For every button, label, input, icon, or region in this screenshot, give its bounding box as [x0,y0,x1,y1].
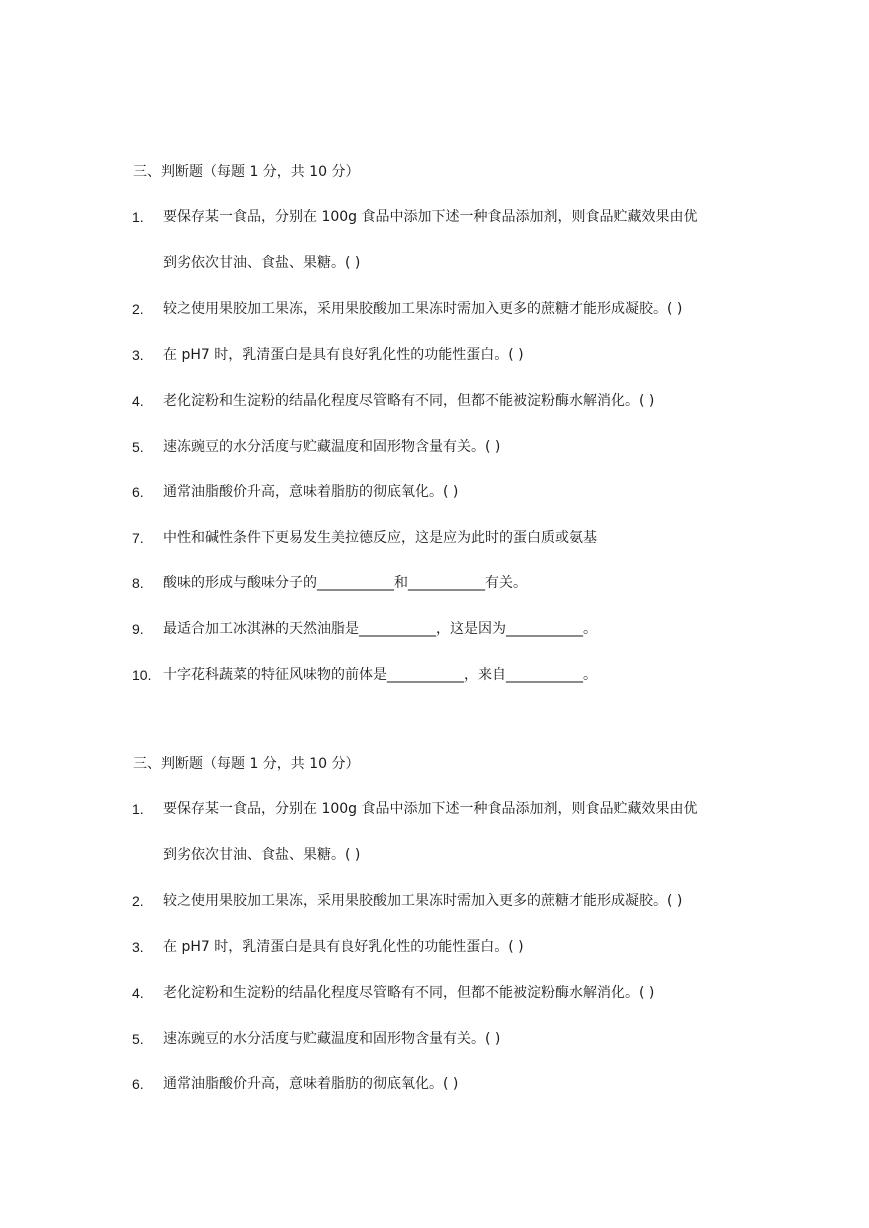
question-number: 5. [132,439,144,455]
question-item-7 [0,526,869,550]
question-number: 8. [132,575,144,591]
question-number: 10. [132,667,152,683]
question-item-1 [0,205,869,271]
question-text-continued: 到劣依次甘油、食盐、果糖。( ) [163,847,361,863]
question-number: 4. [132,985,144,1001]
question-item-10 [0,663,869,687]
question-number: 6. [132,484,144,500]
question-text: 速冻豌豆的水分活度与贮藏温度和固形物含量有关。( ) [163,1031,501,1047]
question-number: 2. [132,301,144,317]
question-item-6 [0,480,869,504]
question-text: 老化淀粉和生淀粉的结晶化程度尽管略有不同，但都不能被淀粉酶水解消化。( ) [163,985,655,1001]
question-number: 7. [132,530,144,546]
question-text: 要保存某一食品，分别在 100g 食品中添加下述一种食品添加剂，则食品贮藏效果由优 [163,209,698,225]
question-item-4 [0,389,869,413]
question-text: 最适合加工冰淇淋的天然油脂是___________，这是因为___________。 [163,621,597,637]
question-text: 老化淀粉和生淀粉的结晶化程度尽管略有不同，但都不能被淀粉酶水解消化。( ) [163,393,655,409]
question-item-6 [0,1072,869,1096]
question-item-2 [0,297,869,321]
question-text: 中性和碱性条件下更易发生美拉德反应，这是应为此时的蛋白质或氨基 [163,530,597,546]
section-heading: 三、判断题（每题 1 分，共 10 分） [133,756,360,772]
question-text: 要保存某一食品，分别在 100g 食品中添加下述一种食品添加剂，则食品贮藏效果由优 [163,801,698,817]
question-number: 3. [132,939,144,955]
question-number: 2. [132,893,144,909]
question-text: 酸味的形成与酸味分子的___________和___________有关。 [163,575,527,591]
question-text: 在 pH7 时，乳清蛋白是具有良好乳化性的功能性蛋白。( ) [163,347,524,363]
question-item-4 [0,981,869,1005]
question-item-8 [0,571,869,595]
question-text: 十字花科蔬菜的特征风味物的前体是___________，来自___________。 [163,667,597,683]
question-number: 1. [132,801,144,817]
question-item-9 [0,617,869,641]
question-text: 速冻豌豆的水分活度与贮藏温度和固形物含量有关。( ) [163,439,501,455]
question-text: 通常油脂酸价升高，意味着脂肪的彻底氧化。( ) [163,484,459,500]
question-text: 在 pH7 时，乳清蛋白是具有良好乳化性的功能性蛋白。( ) [163,939,524,955]
question-item-3 [0,935,869,959]
question-text: 较之使用果胶加工果冻，采用果胶酸加工果冻时需加入更多的蔗糖才能形成凝胶。( ) [163,301,683,317]
question-text-continued: 到劣依次甘油、食盐、果糖。( ) [163,255,361,271]
question-item-5 [0,1027,869,1051]
question-number: 9. [132,621,144,637]
question-number: 6. [132,1076,144,1092]
question-item-2 [0,889,869,913]
question-item-1 [0,797,869,863]
question-number: 3. [132,347,144,363]
question-item-5 [0,435,869,459]
question-text: 较之使用果胶加工果冻，采用果胶酸加工果冻时需加入更多的蔗糖才能形成凝胶。( ) [163,893,683,909]
question-text: 通常油脂酸价升高，意味着脂肪的彻底氧化。( ) [163,1076,459,1092]
section-heading: 三、判断题（每题 1 分，共 10 分） [133,164,360,180]
question-number: 1. [132,209,144,225]
question-number: 4. [132,393,144,409]
question-item-3 [0,343,869,367]
question-number: 5. [132,1031,144,1047]
